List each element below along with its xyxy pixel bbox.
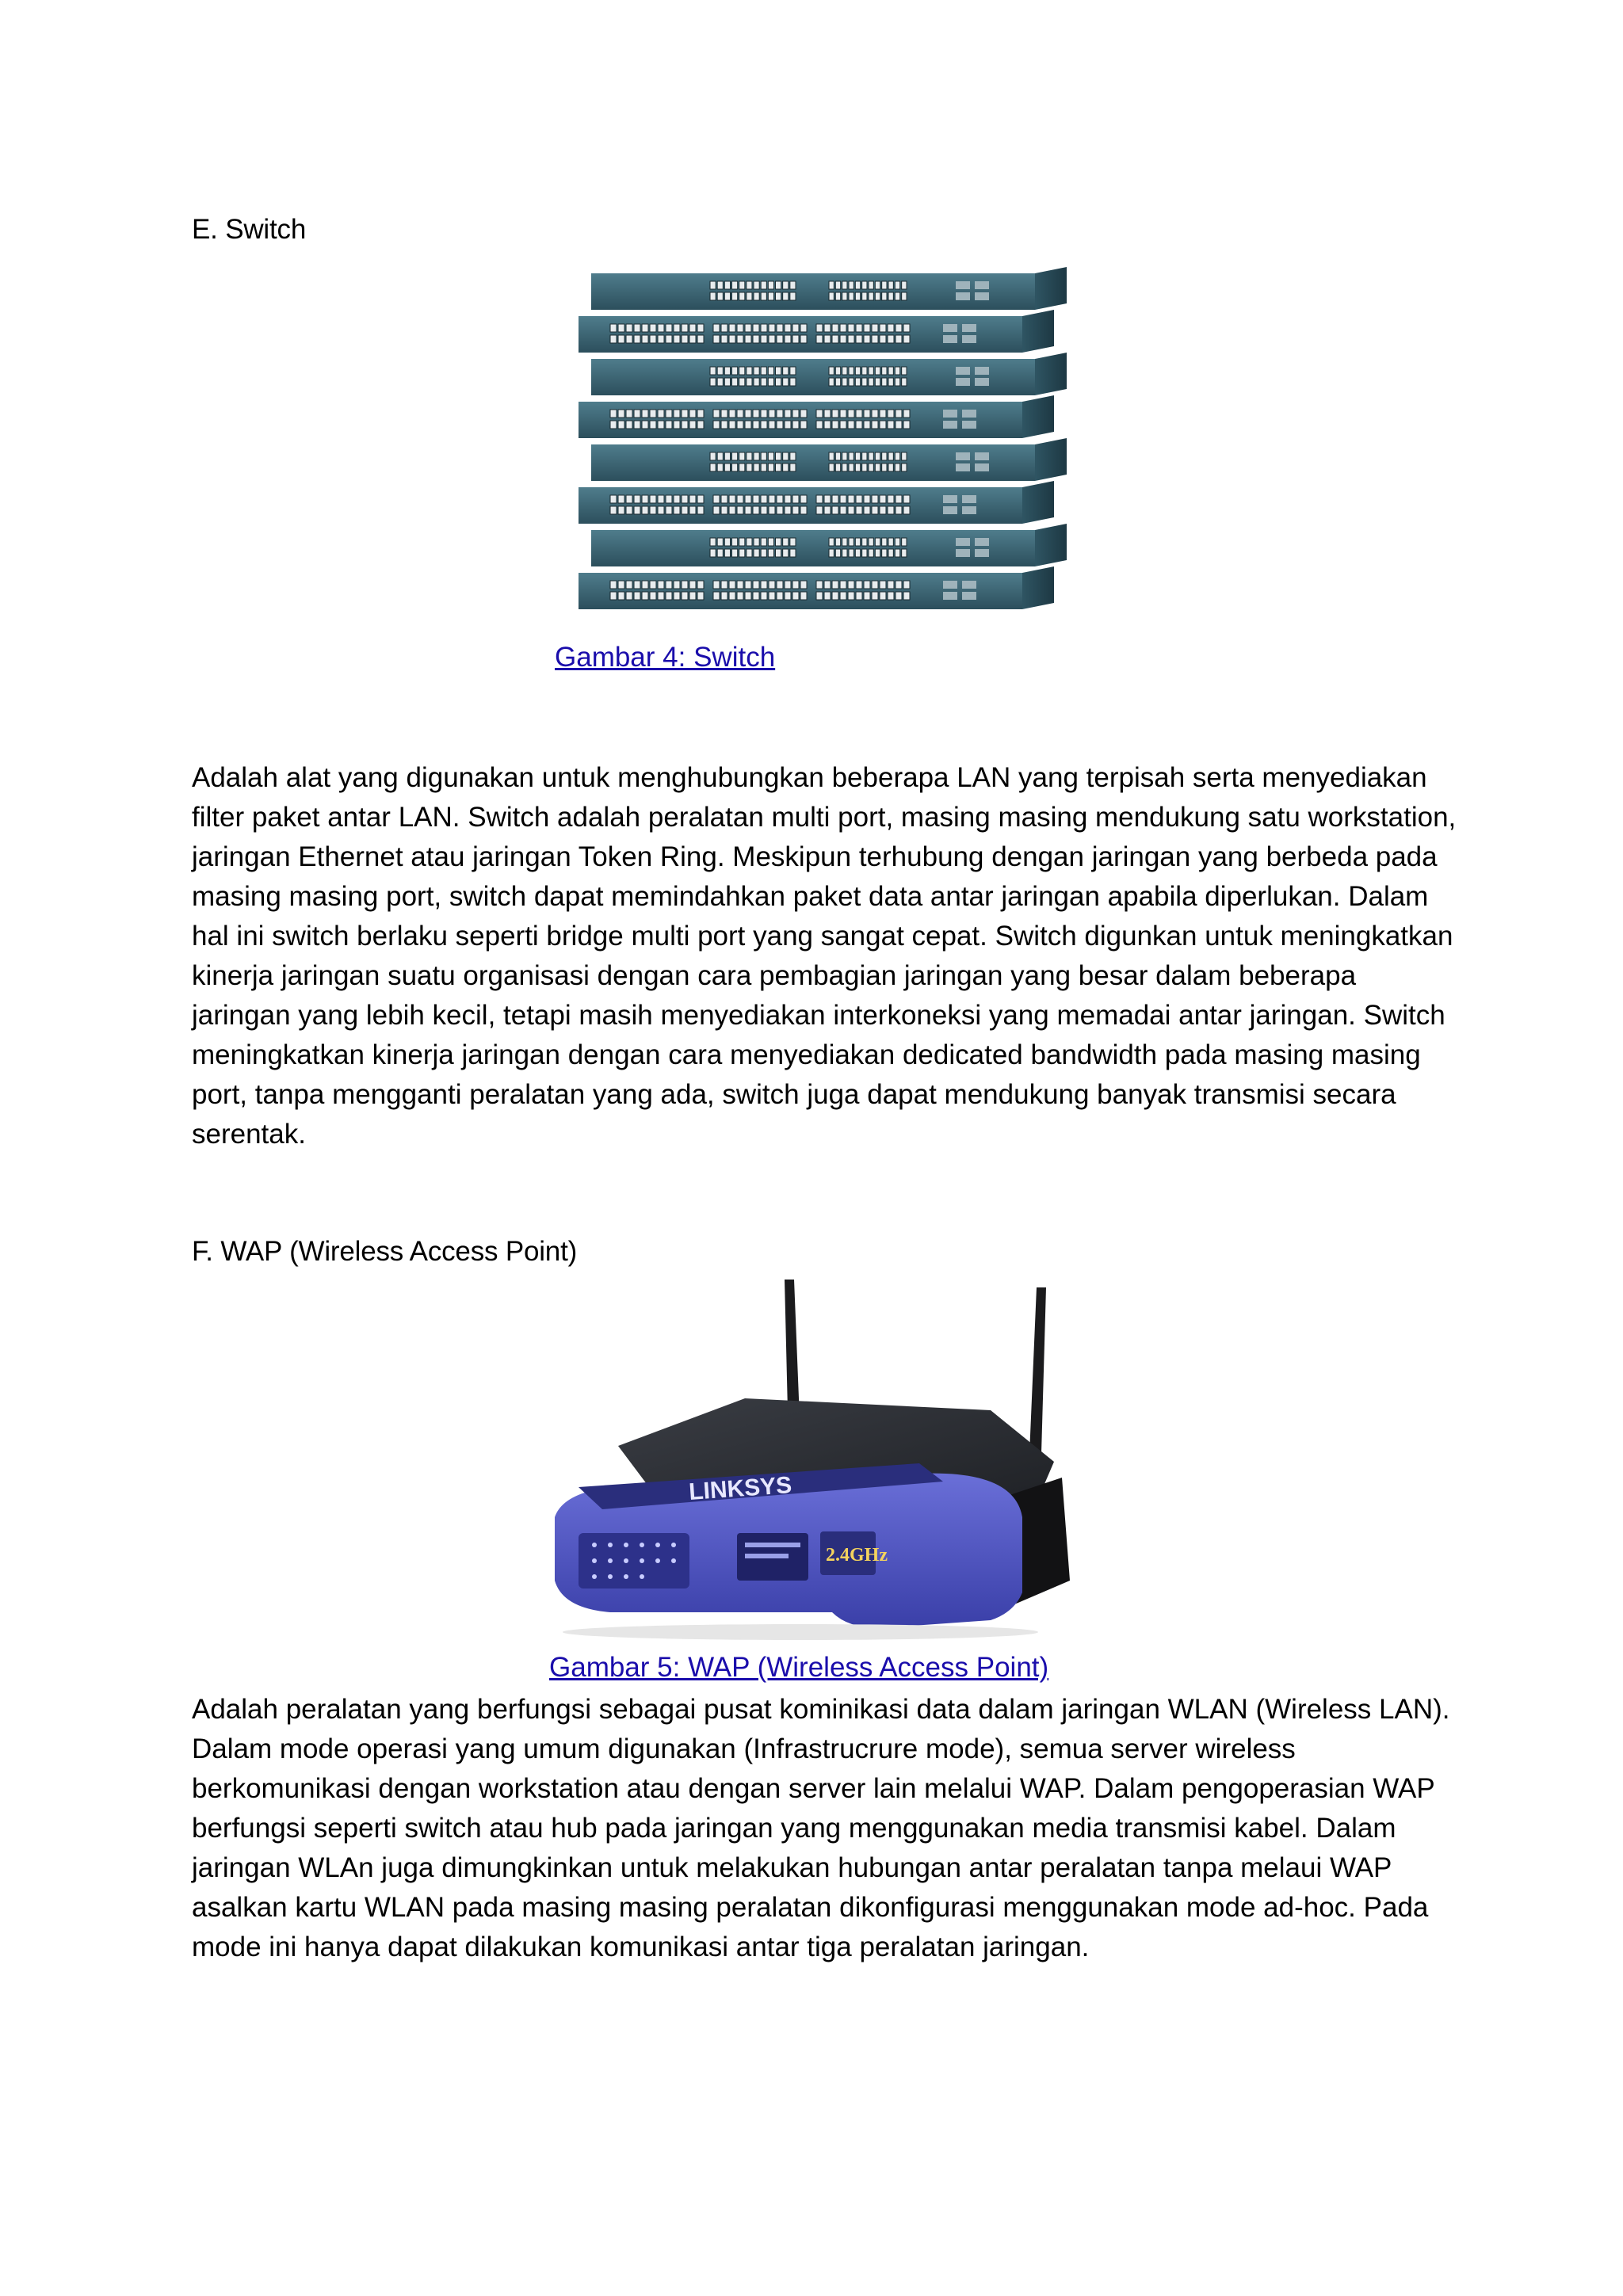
section-heading-switch: E. Switch (192, 214, 307, 245)
figure-caption-switch[interactable]: Gambar 4: Switch (555, 642, 776, 673)
switch-unit (579, 310, 1054, 353)
router-logo-text: LINKSYS (688, 1471, 793, 1505)
section-heading-wap: F. WAP (Wireless Access Point) (192, 1236, 578, 1267)
switch-unit (591, 267, 1067, 310)
wap-figure (547, 1280, 1086, 1644)
switch-unit (579, 395, 1054, 438)
wireless-router-icon (547, 1280, 1086, 1644)
switch-unit (579, 481, 1054, 524)
switch-unit (591, 524, 1067, 566)
switch-unit (591, 438, 1067, 481)
paragraph-wap: Adalah peralatan yang berfungsi sebagai pusat kominikasi data dalam jaringan WLAN (Wireless LAN). Dalam mode operasi yang umum digunakan (Infrastrucrure mode), semua server wireless berkomunikasi dengan workstation atau dengan server lain melalui WAP. Dalam pengoperasian WAP berfungsi seperti switch atau hub pada jaringan yang menggunakan media transmisi kabel. Dalam jaringan WLAn juga dimungkinkan untuk melakukan hubungan antar peralatan tanpa melaui WAP asalkan kartu WLAN pada masing masing peralatan dikonfigurasi menggunakan mode ad-hoc. Pada mode ini hanya dapat dilakukan komunikasi antar tiga peralatan jaringan. (192, 1694, 1450, 1962)
network-switch-stack-icon (571, 265, 1078, 638)
switch-figure (571, 265, 1078, 638)
switch-unit (591, 353, 1067, 395)
frequency-badge-text: 2.4GHz (826, 1545, 888, 1566)
figure-caption-wap[interactable]: Gambar 5: WAP (Wireless Access Point) (549, 1652, 1049, 1683)
switch-unit (579, 566, 1054, 609)
paragraph-switch: Adalah alat yang digunakan untuk menghubungkan beberapa LAN yang terpisah serta menyediakan filter paket antar LAN. Switch adalah peralatan multi port, masing masing mendukung satu workstation, jaringan Ethernet atau jaringan Token Ring. Meskipun terhubung dengan jaringan yang berbeda pada masing masing port, switch dapat memindahkan paket data antar jaringan apabila diperlukan. Dalam hal ini switch berlaku seperti bridge multi port yang sangat cepat. Switch digunkan untuk meningkatkan kinerja jaringan suatu organisasi dengan cara pembagian jaringan yang besar dalam beberapa jaringan yang lebih kecil, tetapi masih menyediakan interkoneksi yang memadai antar jaringan. Switch meningkatkan kinerja jaringan dengan cara menyediakan dedicated bandwidth pada masing masing port, tanpa mengganti peralatan yang ada, switch juga dapat mendukung banyak transmisi secara serentak. (192, 762, 1457, 1150)
